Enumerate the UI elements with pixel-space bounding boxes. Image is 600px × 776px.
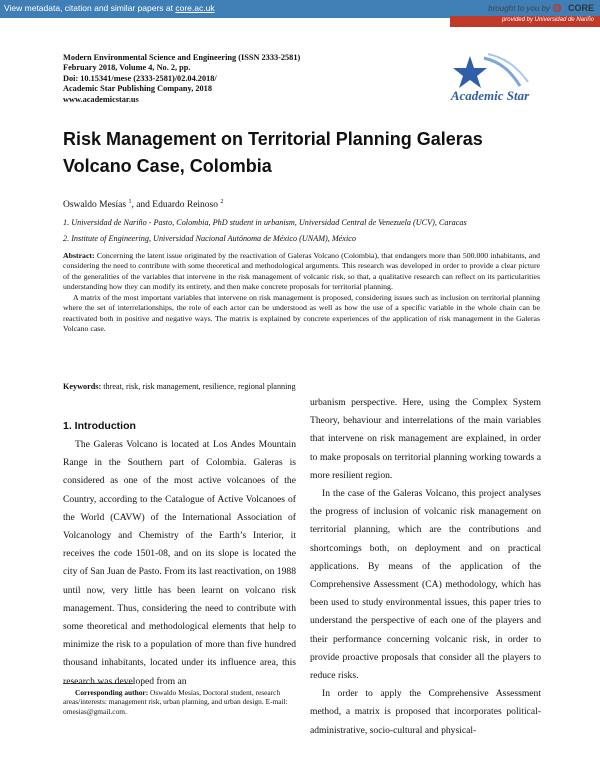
star-icon xyxy=(453,54,528,88)
abstract-paragraph-2: A matrix of the most important variables that intervene on risk management is proposed, considering issues such as inclusion on territorial planning where the set of interrelationships, the role of each actor can be understood as well as how the use of a specific variable in the whole chain can be reactivated both in positive and negative ways. The matrix is explained by concrete experiences of the application of risk management in the Galeras Volcano case. xyxy=(63,293,540,334)
author-2: , and Eduardo Reinoso xyxy=(131,200,218,211)
title-line-1: Risk Management on Territorial Planning Galeras xyxy=(63,129,483,149)
brought-by-text: brought to you by xyxy=(488,3,550,13)
left-column xyxy=(63,436,296,691)
journal-website: www.academicstar.us xyxy=(63,94,139,104)
authors xyxy=(63,199,223,210)
core-logo-icon xyxy=(552,3,562,13)
section-title: 1. Introduction xyxy=(63,420,136,432)
footnote xyxy=(63,688,298,716)
core-brand[interactable] xyxy=(488,3,594,13)
intro-paragraph-3: In the case of the Galeras Volcano, this project analyses the progress of inclusion of volcanic risk management on territorial planning, which are the contributions and shortcomings both, on deployment and on practical applications. By means of the application of the Comprehensive Assessment (CA) methodology, which has been used to study environmental issues, this paper tries to understand the perspective of each one of the players and their performance concerning volcanic risk, in order to provide proactive proposals that consider all the players to reduce risks. xyxy=(310,488,541,682)
keywords-text: threat, risk, risk management, resilience, regional planning xyxy=(101,382,296,391)
footnote-text: Oswaldo Mesías, Doctoral student, research areas/interests: management risk, urban planning, and urban design. E-mail: omesias@gmail.com. xyxy=(63,688,288,716)
affiliation-1: 1. Universidad de Nariño - Pasto, Colombia, PhD student in urbanism, Universidad Central de Venezuela (UCV), Caracas xyxy=(63,218,467,227)
title-line-2: Volcano Case, Colombia xyxy=(63,156,272,176)
core-metadata-link[interactable] xyxy=(4,3,215,13)
keywords-label: Keywords: xyxy=(63,382,102,391)
journal-doi: Doi: 10.15341/mese (2333-2581)/02.04.2018/ xyxy=(63,73,217,83)
journal-publisher: Academic Star Publishing Company, 2018 xyxy=(63,84,212,94)
core-name: CORE xyxy=(567,3,594,13)
academic-star-logo xyxy=(440,48,540,104)
abstract-paragraph-1 xyxy=(63,251,540,292)
footnote-divider xyxy=(63,683,133,684)
publisher-logo-text: Academic Star xyxy=(450,88,530,103)
abstract-label: Abstract: xyxy=(63,251,95,260)
journal-header xyxy=(63,53,300,105)
provider-banner xyxy=(450,16,600,27)
intro-paragraph-1: The Galeras Volcano is located at Los Andes Mountain Range in the Southern part of Colombia. Galeras is considered as one of the most active volcanoes of the Country, according to the Catalogue of Active Volcanoes of the World (CAVW) of the International Association of Volcanology and Chemistry of the Earth’s Interior, it receives the code 1501-08, and on its slope is located the city of San Juan de Pasto. From its last reactivation, on 1988 until now, very little has been learnt on volcano risk management. Thus, considering the need to contribute with some theoretical and methodological elements that help to minimize the risk to a population of more than five hundred thousand inhabitants, located under its influence area, this research was developed from an xyxy=(63,439,296,687)
footnote-label: Corresponding author: xyxy=(75,688,149,697)
intro-paragraph-4: In order to apply the Comprehensive Assessment method, a matrix is proposed that incorporates political-administrative, socio-cultural and physical- xyxy=(310,688,541,736)
core-link-site[interactable]: core.ac.uk xyxy=(175,3,215,13)
core-link-prefix: View metadata, citation and similar papers at xyxy=(4,3,176,13)
abstract-text-1: Concerning the latent issue originated by the reactivation of Galeras Volcano (Colombia), that endangers more than 500.000 inhabitants, and considering the need to contribute with some theoretical and methodological arguments. This research was developed in order to provide a clear picture of the generalities of the variables that intervene in the risk management of volcanic risk, so that, a qualitative research can reflect on its particularities understanding how they can modify its entirety, and then make concrete proposals for territorial planning. xyxy=(63,251,540,291)
keywords xyxy=(63,382,296,391)
right-column xyxy=(310,394,541,740)
affiliation-2: 2. Institute of Engineering, Universidad Nacional Autónoma de México (UNAM), México xyxy=(63,234,356,243)
provider-text: provided by Universidad de Nariño xyxy=(501,17,594,23)
author-1-affil-mark: 1 xyxy=(128,199,132,205)
journal-issue: February 2018, Volume 4, No. 2, pp. xyxy=(63,63,191,73)
author-2-affil-mark: 2 xyxy=(220,199,224,205)
intro-paragraph-2: urbanism perspective. Here, using the Complex System Theory, behaviour and interrelations of the main variables that intervene on risk management are explained, in order to make proposals on territorial planning working towards a more resilient region. xyxy=(310,397,541,481)
abstract xyxy=(63,251,540,334)
journal-name: Modern Environmental Science and Engineering (ISSN 2333-2581) xyxy=(63,53,301,62)
author-1: Oswaldo Mesías xyxy=(63,200,127,211)
paper-title xyxy=(63,126,543,180)
